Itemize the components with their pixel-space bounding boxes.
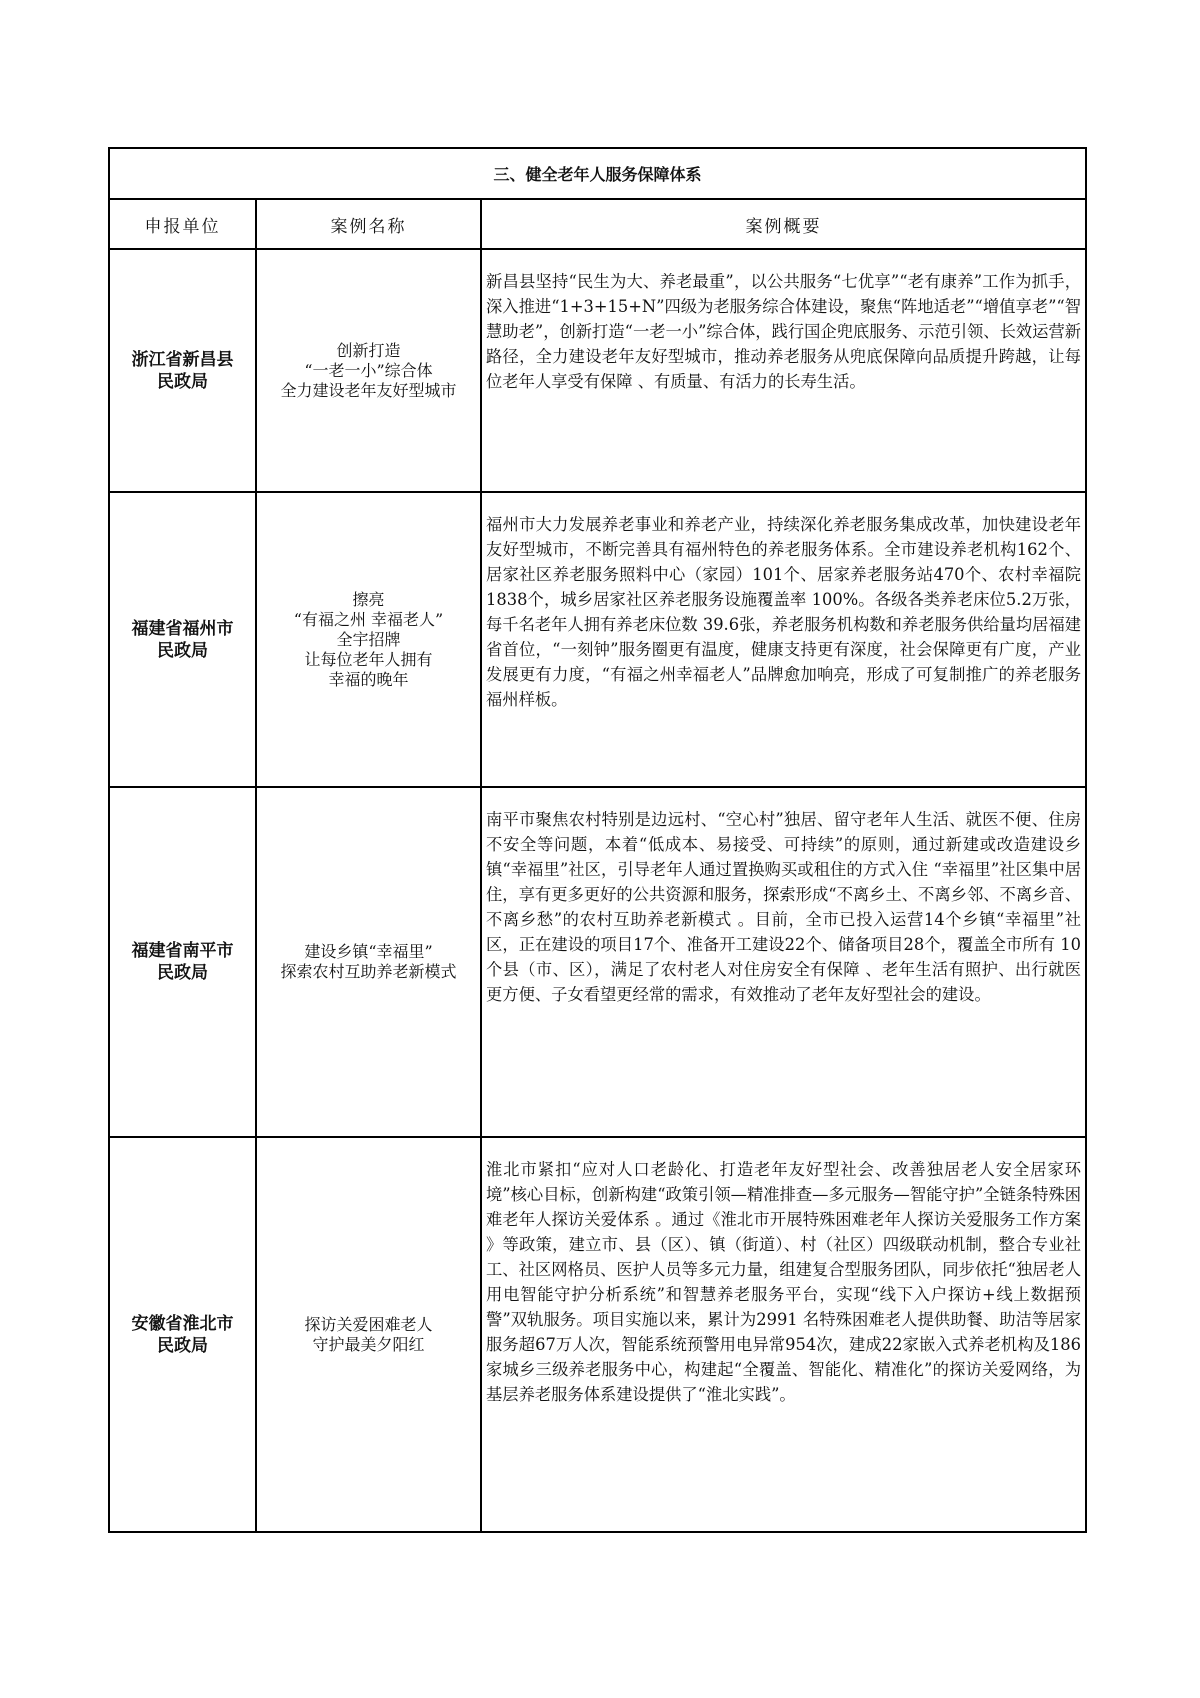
case-name-line: 建设乡镇“幸福里” [304, 942, 433, 961]
unit-line: 民政局 [157, 963, 208, 983]
unit-line: 安徽省淮北市 [131, 1313, 234, 1334]
table-header-row [109, 199, 1086, 249]
case-table [108, 147, 1087, 1533]
table-title-row [109, 148, 1086, 199]
unit-line: 浙江省新昌县 [131, 349, 234, 370]
case-name-line: 创新打造 [336, 340, 401, 360]
case-name-cell [256, 787, 481, 1137]
case-name-line: 幸福的晚年 [328, 669, 409, 689]
table-row [109, 492, 1086, 787]
unit-cell [109, 787, 256, 1137]
case-name-cell [256, 492, 481, 787]
case-summary: 淮北市紧扣“应对人口老龄化、打造老年友好型社会、改善独居老人安全居家环境”核心目标，创新构建“政策引领—精准排查—多元服务—智能守护”全链条特殊困难老年人探访关爱体系 。通过《淮北市开展特殊困难老年人探访关爱服务工作方案 》等政策，建立市、县（区）、镇（街道）、村（社区）四级联动机制，整合专业社工、社区网格员、医护人员等多元力量，组建复合型服务团队，同步依托“独居老人用电智能守护分析系统”和智慧养老服务平台，实现“线下入户探访+线上数据预警”双轨服务。项目实施以来，累计为2991 名特殊困难老人提供助餐、助洁等居家服务超67万人次，智能系统预警用电异常954次，建成22家嵌入式养老机构及186家城乡三级养老服务中心，构建起“全覆盖、智能化、精准化”的探访关爱网络，为基层养老服务体系建设提供了“淮北实践”。 [481, 1137, 1086, 1532]
table-row [109, 787, 1086, 1137]
case-name-line: 探访关爱困难老人 [304, 1314, 433, 1334]
case-name-cell [256, 1137, 481, 1532]
unit-line: 民政局 [157, 1335, 208, 1356]
table-title: 三、健全老年人服务保障体系 [109, 148, 1086, 199]
case-name-line: 擦亮 [352, 589, 385, 609]
table-row [109, 1137, 1086, 1532]
case-name-line: “一老一小”综合体 [304, 360, 433, 380]
header-summary: 案例概要 [481, 199, 1086, 249]
unit-line: 民政局 [157, 640, 208, 661]
header-case-name: 案例名称 [256, 199, 481, 249]
case-name-line: “有福之州 幸福老人” [293, 609, 444, 629]
case-name-cell [256, 249, 481, 492]
table-row [109, 249, 1086, 492]
unit-cell [109, 492, 256, 787]
unit-cell [109, 1137, 256, 1532]
unit-cell [109, 249, 256, 492]
case-name-line: 全宇招牌 [336, 629, 401, 649]
header-unit: 申报单位 [109, 199, 256, 249]
case-summary: 福州市大力发展养老事业和养老产业，持续深化养老服务集成改革，加快建设老年友好型城市，不断完善具有福州特色的养老服务体系。全市建设养老机构162个、居家社区养老服务照料中心（家园）101个、居家养老服务站470个、农村幸福院1838个，城乡居家社区养老服务设施覆盖率 100%。各级各类养老床位5.2万张，每千名老年人拥有养老床位数 39.6张，养老服务机构数和养老服务供给量均居福建省首位，“一刻钟”服务圈更有温度，健康支持更有深度，社会保障更有广度，产业发展更有力度，“有福之州幸福老人”品牌愈加响亮，形成了可复制推广的养老服务福州样板。 [481, 492, 1086, 787]
case-name-line: 全力建设老年友好型城市 [280, 380, 457, 400]
case-summary: 南平市聚焦农村特别是边远村、“空心村”独居、留守老年人生活、就医不便、住房不安全等问题，本着“低成本、易接受、可持续”的原则，通过新建或改造建设乡镇“幸福里”社区，引导老年人通过置换购买或租住的方式入住 “幸福里”社区集中居住，享有更多更好的公共资源和服务，探索形成“不离乡土、不离乡邻、不离乡音、不离乡愁”的农村互助养老新模式 。目前，全市已投入运营14个乡镇“幸福里”社区，正在建设的项目17个、准备开工建设22个、储备项目28个，覆盖全市所有 10个县（市、区），满足了农村老人对住房安全有保障 、老年生活有照护、出行就医更方便、子女看望更经常的需求，有效推动了老年友好型社会的建设。 [481, 787, 1086, 1137]
unit-line: 民政局 [157, 371, 208, 392]
case-summary: 新昌县坚持“民生为大、养老最重”，以公共服务“七优享”“老有康养”工作为抓手，深入推进“1+3+15+N”四级为老服务综合体建设，聚焦“阵地适老”“增值享老”“智慧助老”，创新打造“一老一小”综合体，践行国企兜底服务、示范引领、长效运营新路径，全力建设老年友好型城市，推动养老服务从兜底保障向品质提升跨越，让每位老年人享受有保障 、有质量、有活力的长寿生活。 [481, 249, 1086, 492]
unit-line: 福建省福州市 [131, 618, 234, 639]
case-name-line: 守护最美夕阳红 [312, 1334, 425, 1354]
case-name-line: 探索农村互助养老新模式 [280, 962, 457, 981]
case-name-line: 让每位老年人拥有 [304, 649, 433, 669]
unit-line: 福建省南平市 [131, 941, 234, 961]
